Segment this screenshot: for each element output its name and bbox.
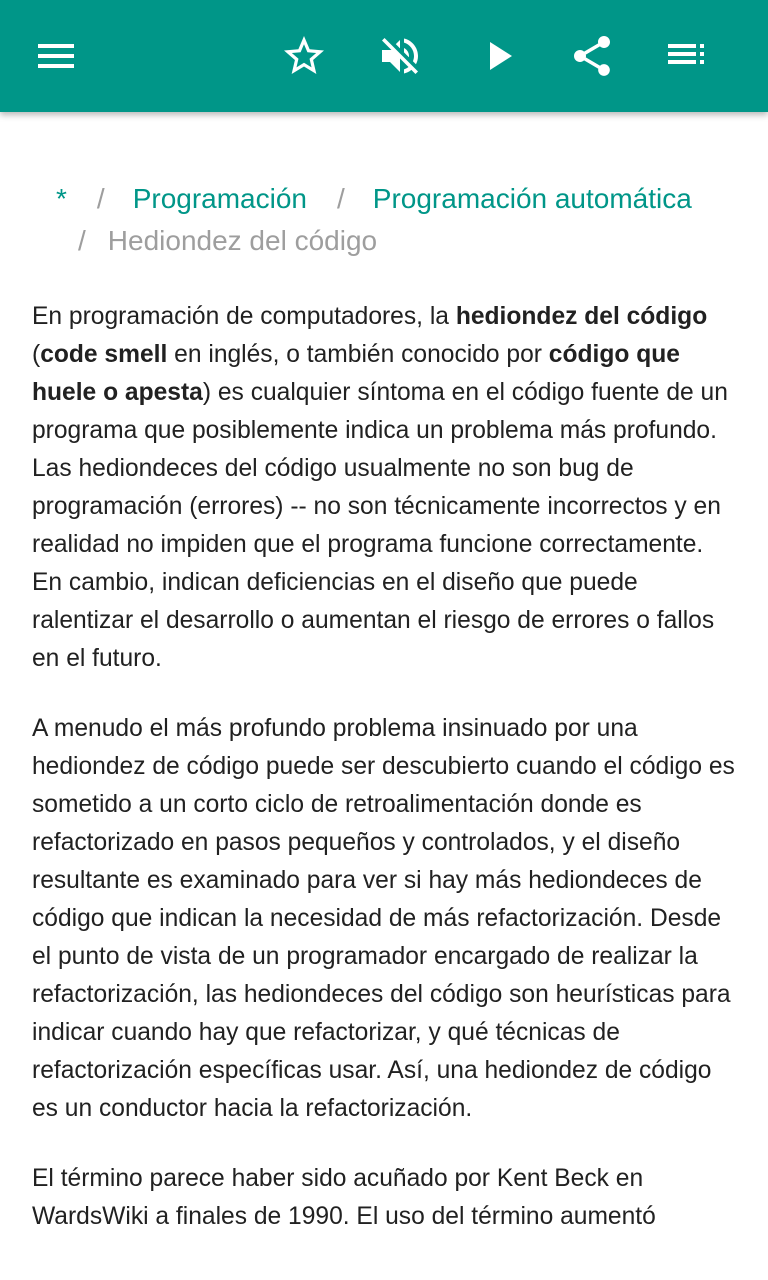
text-run: ) es cualquier síntoma en el código fuente de un programa que posiblemente indica un problema más profundo. Las hediondeces del código usualmente no son bug de programación (errores) -- no son técnicamente incorrectos y en realidad no impiden que el programa funcione correctamente. En cambio, indican deficiencias en el diseño que puede ralentizar el desarrollo o aumentan el riesgo de errores o fallos en el futuro.: [32, 379, 728, 672]
text-run: en inglés, o también conocido por: [167, 341, 549, 368]
play-icon: [474, 32, 522, 80]
breadcrumb-separator: /: [337, 183, 345, 214]
paragraph-3: El término parece haber sido acuñado por Kent Beck en WardsWiki a finales de 1990. El uso del término aumentó: [32, 1165, 656, 1230]
mute-button[interactable]: [372, 28, 428, 84]
menu-icon: [32, 32, 80, 80]
playlist-icon: [664, 32, 712, 80]
breadcrumb-programacion-automatica[interactable]: Programación automática: [372, 183, 692, 214]
share-button[interactable]: [564, 28, 620, 84]
top-toolbar: [0, 0, 768, 112]
bold-term: code smell: [40, 341, 168, 368]
menu-button[interactable]: [28, 28, 84, 84]
volume-off-icon: [376, 32, 424, 80]
article-content: [0, 112, 768, 1280]
breadcrumb-current: Hediondez del código: [107, 225, 378, 256]
star-outline-icon: [280, 32, 328, 80]
bookmark-button[interactable]: [276, 28, 332, 84]
text-run: En programación de computadores, la: [32, 303, 456, 330]
paragraph-2: A menudo el más profundo problema insinuado por una hediondez de código puede ser descubierto cuando el código es sometido a un corto ciclo de retroalimentación donde es refactorizado en pasos pequeños y controlados, y el diseño resultante es examinado para ver si hay más hediondeces de código que indican la necesidad de más refactorización. Desde el punto de vista de un programador encargado de realizar la refactorización, las hediondeces del código son heurísticas para indicar cuando hay que refactorizar, y qué técnicas de refactorización específicas usar. Así, una hediondez de código es un conductor hacia la refactorización.: [32, 715, 735, 1122]
play-button[interactable]: [470, 28, 526, 84]
contents-button[interactable]: [660, 28, 716, 84]
share-icon: [568, 32, 616, 80]
text-run: (: [32, 341, 41, 368]
article-body: [32, 298, 736, 1268]
breadcrumb-programacion[interactable]: Programación: [132, 183, 307, 214]
breadcrumb: [56, 178, 736, 262]
breadcrumb-home[interactable]: *: [56, 183, 67, 214]
breadcrumb-separator: /: [96, 183, 105, 214]
bold-term: código que huele o apesta: [32, 341, 680, 406]
breadcrumb-separator: /: [78, 225, 86, 256]
bold-term: hediondez del código: [455, 303, 708, 330]
paragraph-1: [32, 298, 736, 678]
